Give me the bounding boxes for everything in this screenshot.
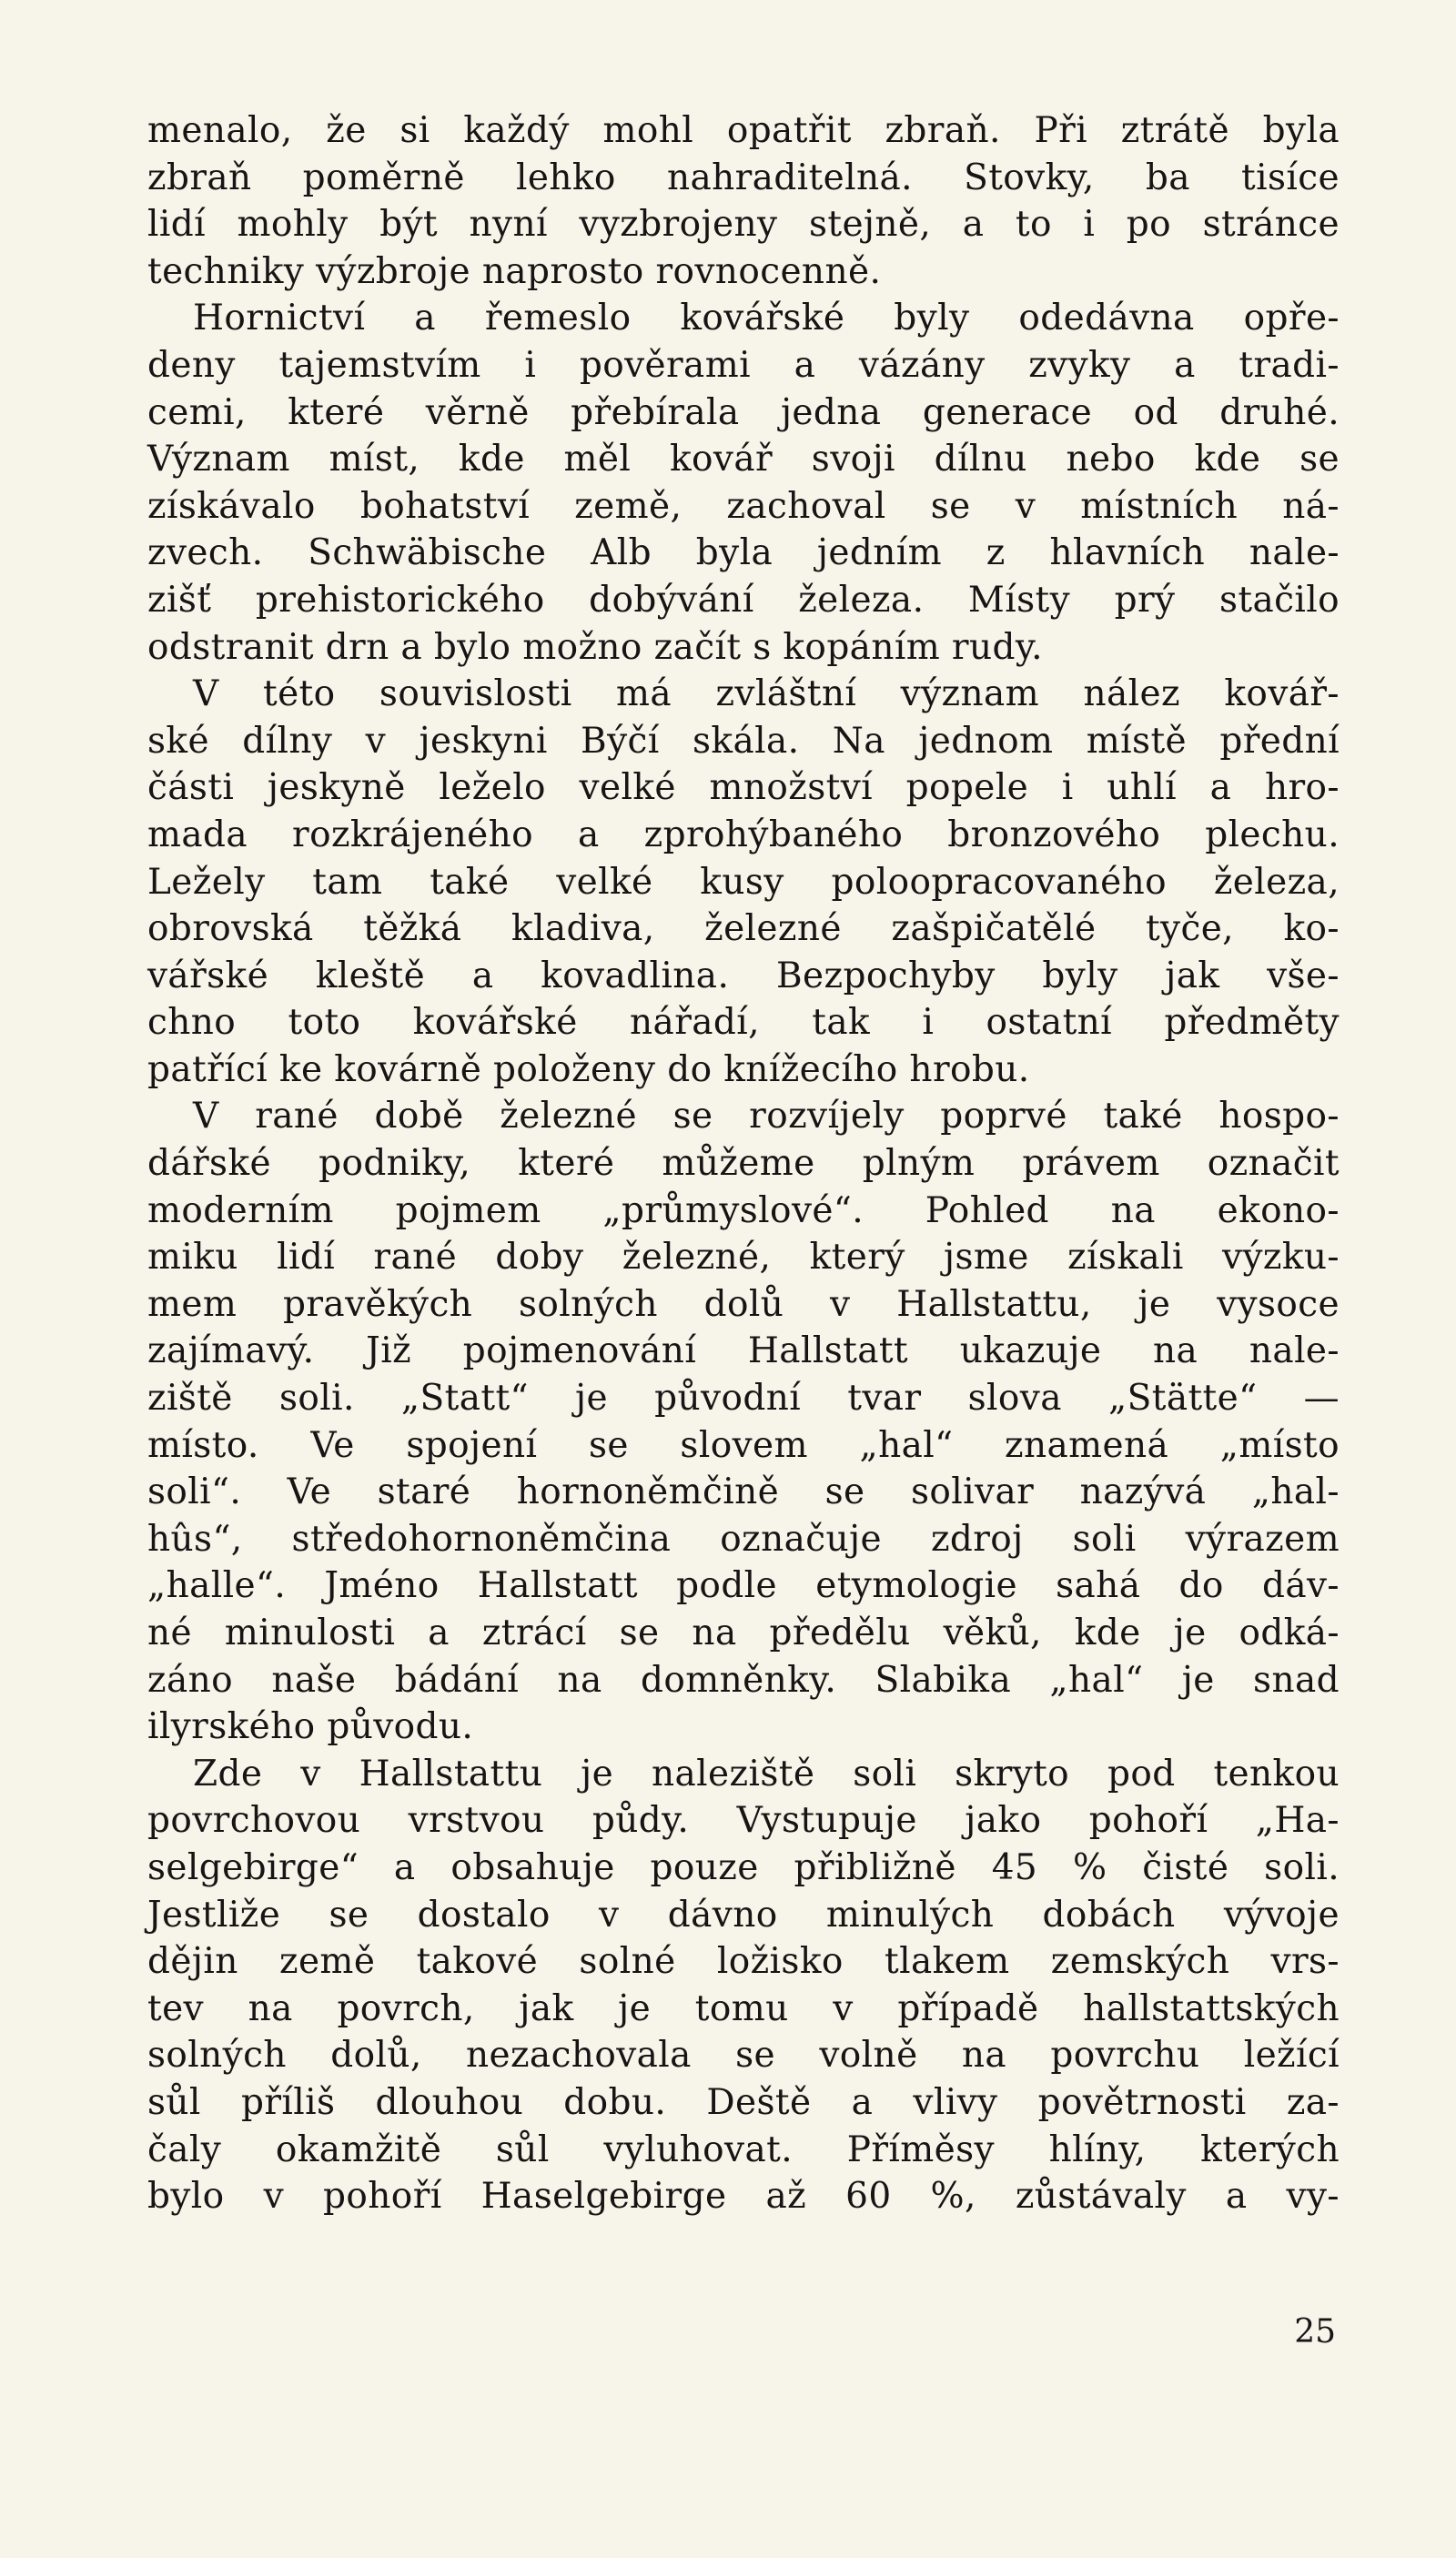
body-text — [147, 107, 1340, 2220]
text-line: „halle“. Jméno Hallstatt podle etymologie sahá do dáv- — [147, 1565, 1340, 1607]
text-line: zišť prehistorického dobývání železa. Místy prý stačilo — [147, 579, 1340, 621]
text-line: ilyrského původu. — [147, 1706, 474, 1748]
text-line: dářské podniky, které můžeme plným právem označit — [147, 1143, 1340, 1185]
text-line: Zde v Hallstattu je naleziště soli skryto pod tenkou — [193, 1753, 1340, 1795]
text-line: zajímavý. Již pojmenování Hallstatt ukazuje na nale- — [147, 1330, 1340, 1372]
text-line: Jestliže se dostalo v dávno minulých dobách vývoje — [147, 1894, 1340, 1936]
text-line: obrovská těžká kladiva, železné zašpičatělé tyče, ko- — [147, 908, 1340, 950]
text-line: ské dílny v jeskyni Býčí skála. Na jednom místě přední — [147, 720, 1340, 762]
text-line: odstranit drn a bylo možno začít s kopáním rudy. — [147, 626, 1043, 668]
text-line: solných dolů, nezachovala se volně na povrchu ležící — [147, 2035, 1340, 2077]
text-line: Ležely tam také velké kusy poloopracovaného železa, — [147, 861, 1340, 903]
text-line: deny tajemstvím i pověrami a vázány zvyky a tradi- — [147, 344, 1340, 386]
text-line: záno naše bádání na domněnky. Slabika „hal“ je snad — [147, 1659, 1340, 1701]
text-line: techniky výzbroje naprosto rovnocenně. — [147, 250, 882, 292]
text-line: miku lidí rané doby železné, který jsme získali výzku- — [147, 1237, 1340, 1279]
text-line: patřící ke kovárně položeny do knížecího hrobu. — [147, 1048, 1030, 1090]
text-line: sůl příliš dlouhou dobu. Deště a vlivy povětrnosti za- — [147, 2081, 1340, 2123]
text-line: V této souvislosti má zvláštní význam nález kovář- — [193, 673, 1340, 715]
text-line: části jeskyně leželo velké množství popele i uhlí a hro- — [147, 767, 1340, 809]
text-line: čaly okamžitě sůl vyluhovat. Příměsy hlíny, kterých — [147, 2128, 1340, 2170]
text-line: Význam míst, kde měl kovář svoji dílnu nebo kde se — [147, 439, 1340, 480]
text-line: tev na povrch, jak je tomu v případě hallstattských — [147, 1987, 1340, 2029]
text-line: bylo v pohoří Haselgebirge až 60 %, zůstávaly a vy- — [147, 2176, 1340, 2218]
text-line: místo. Ve spojení se slovem „hal“ znamená „místo — [147, 1424, 1340, 1466]
page-number: 25 — [1294, 2313, 1336, 2351]
text-line: selgebirge“ a obsahuje pouze přibližně 45 % čisté soli. — [147, 1846, 1340, 1888]
text-line: povrchovou vrstvou půdy. Vystupuje jako pohoří „Ha- — [147, 1800, 1340, 1842]
text-line: cemi, které věrně přebírala jedna generace od druhé. — [147, 391, 1340, 433]
text-line: zvech. Schwäbische Alb byla jedním z hlavních nale- — [147, 532, 1340, 574]
text-line: mem pravěkých solných dolů v Hallstattu, je vysoce — [147, 1283, 1340, 1325]
text-line: hûs“, středohornoněmčina označuje zdroj soli výrazem — [147, 1518, 1340, 1560]
text-line: soli“. Ve staré hornoněmčině se solivar nazývá „hal- — [147, 1471, 1340, 1513]
text-line: zbraň poměrně lehko nahraditelná. Stovky, ba tisíce — [147, 157, 1340, 198]
text-line: mada rozkrájeného a zprohýbaného bronzového plechu. — [147, 814, 1340, 855]
text-line: dějin země takové solné ložisko tlakem zemských vrs- — [147, 1941, 1340, 1983]
text-line: né minulosti a ztrácí se na předělu věků, kde je odká- — [147, 1613, 1340, 1653]
text-line: menalo, že si každý mohl opatřit zbraň. Při ztrátě byla — [147, 110, 1340, 151]
text-line: ziště soli. „Statt“ je původní tvar slova „Stätte“ — — [147, 1378, 1340, 1420]
text-line: Hornictví a řemeslo kovářské byly odedávna opře- — [193, 298, 1340, 339]
text-line: lidí mohly být nyní vyzbrojeny stejně, a to i po stránce — [147, 204, 1340, 246]
text-line: V rané době železné se rozvíjely poprvé také hospo- — [193, 1096, 1340, 1137]
text-line: chno toto kovářské nářadí, tak i ostatní předměty — [147, 1002, 1340, 1044]
text-line: vářské kleště a kovadlina. Bezpochyby byly jak vše- — [147, 955, 1340, 996]
text-line: moderním pojmem „průmyslové“. Pohled na ekono- — [147, 1189, 1340, 1231]
text-line: získávalo bohatství země, zachoval se v místních ná- — [147, 485, 1340, 527]
